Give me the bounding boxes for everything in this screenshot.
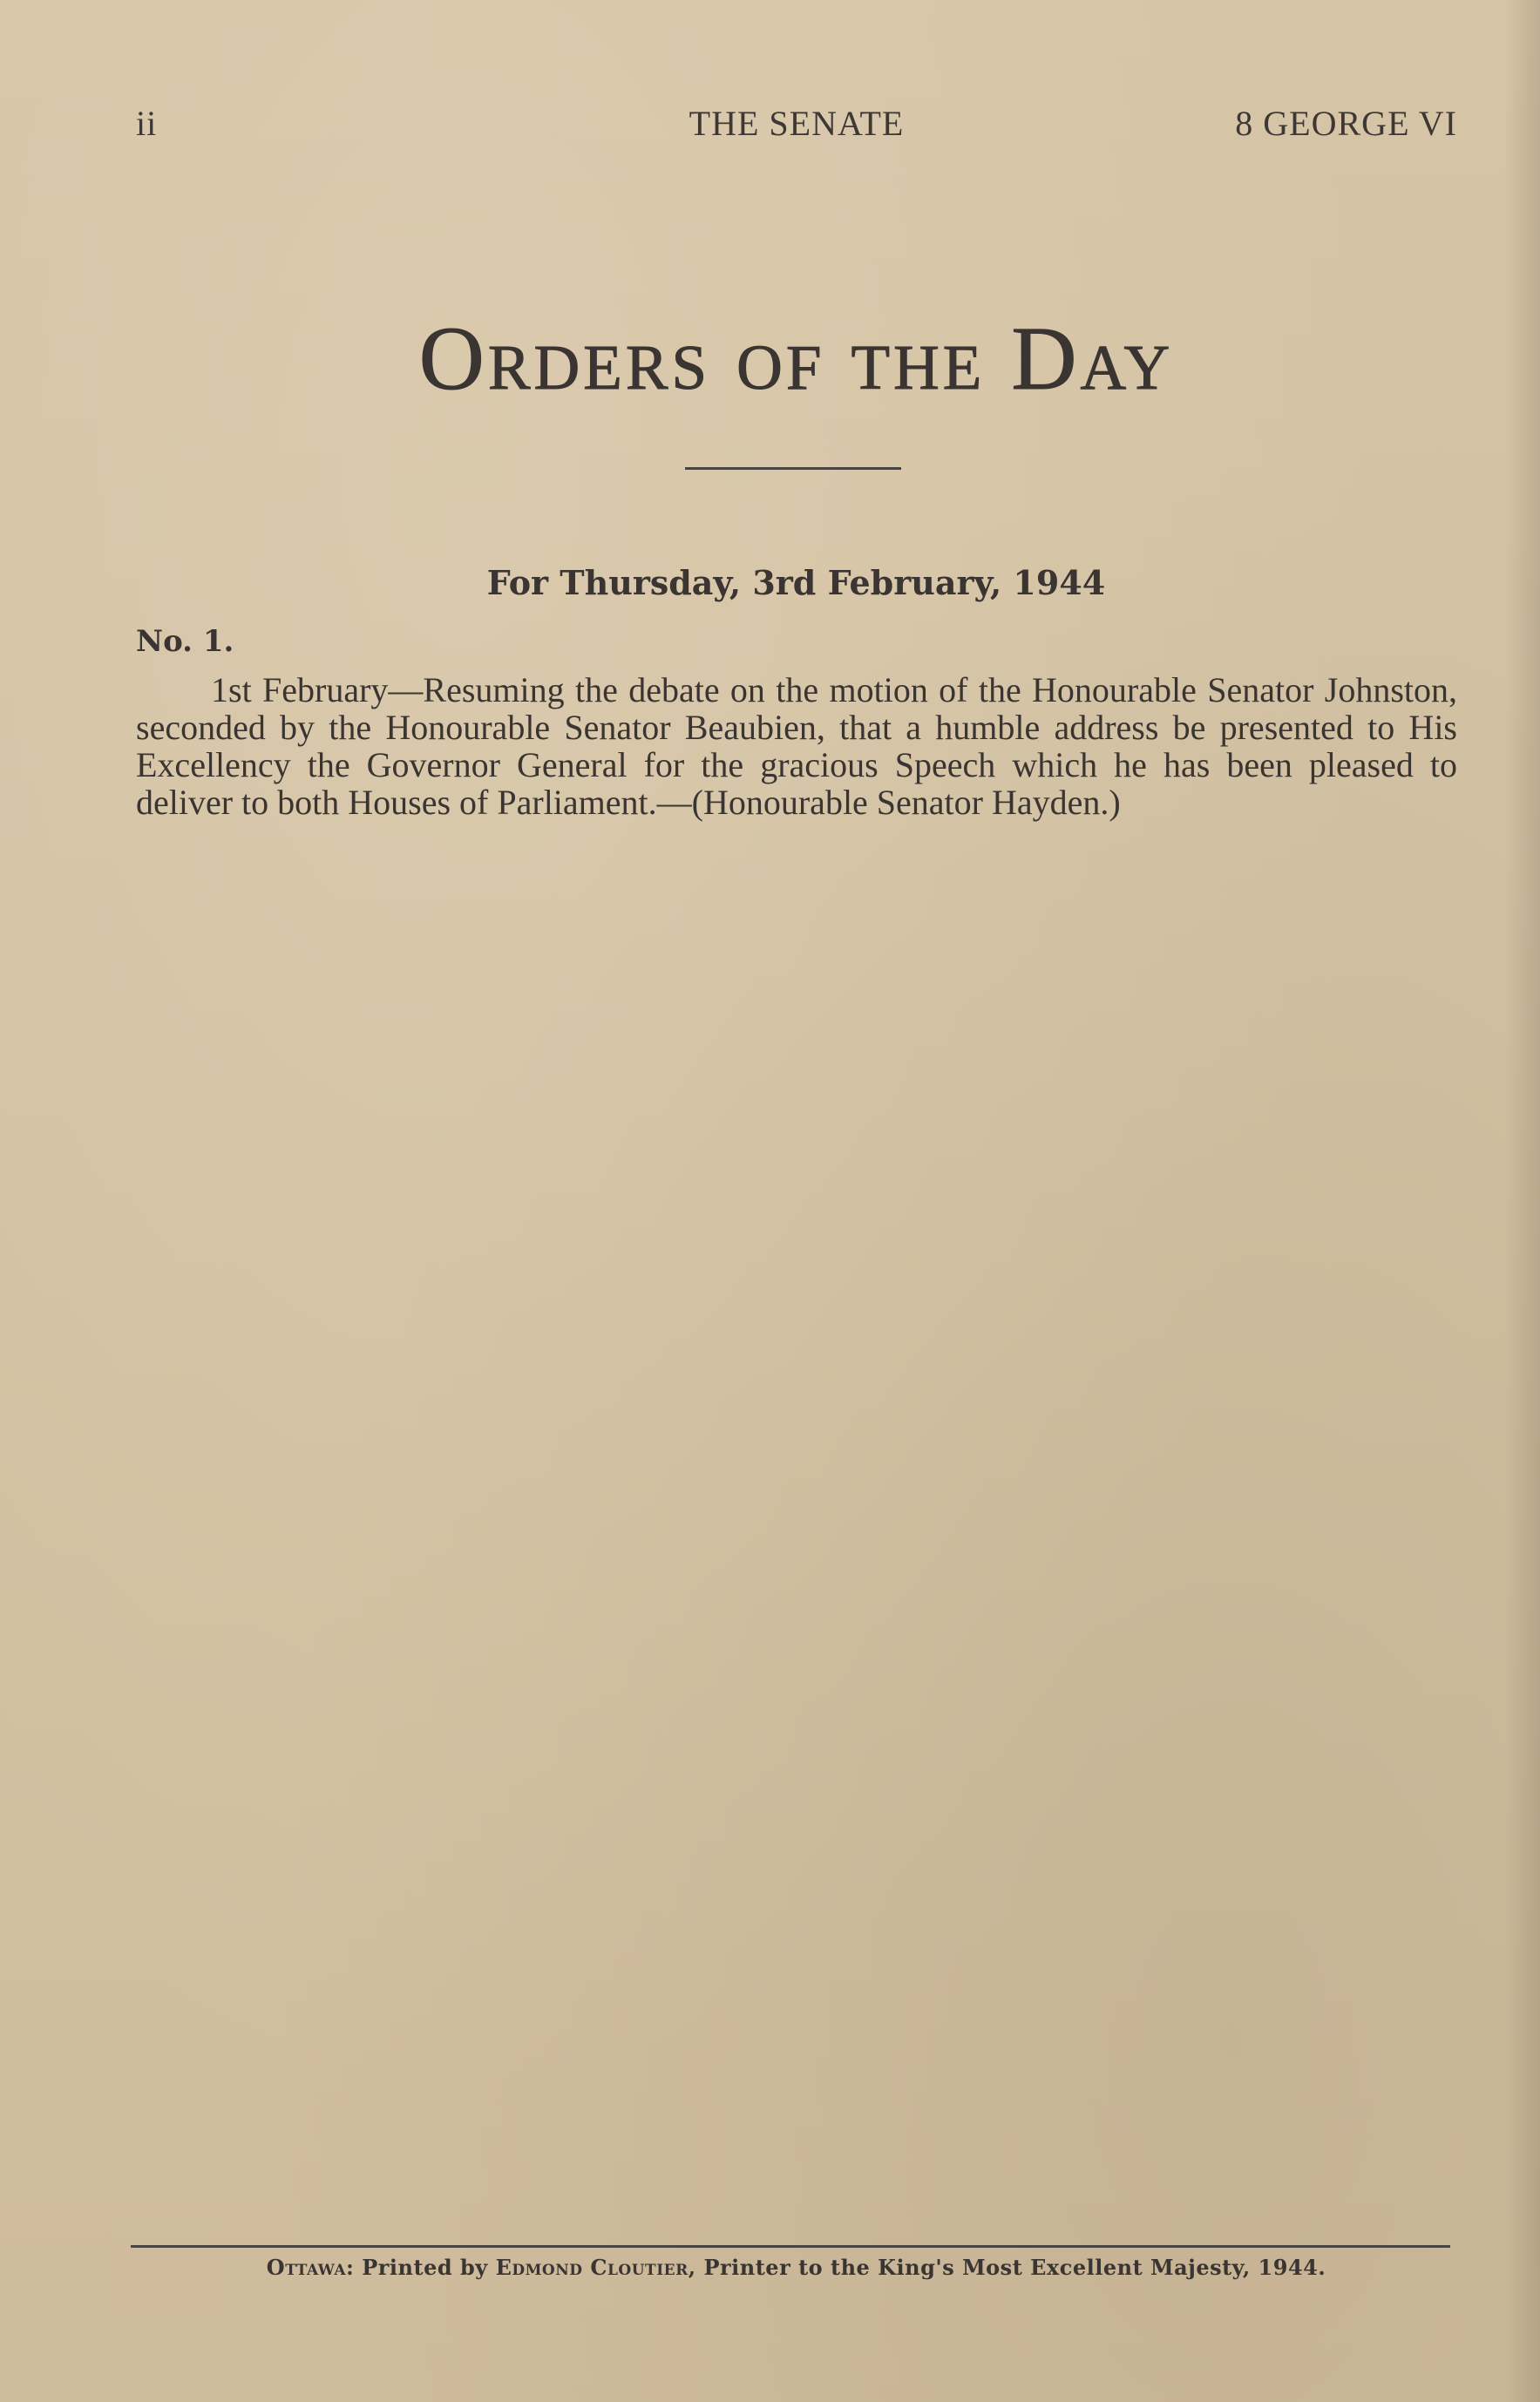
printer-imprint [0,2255,1540,2280]
order-number: No. 1. [136,624,234,659]
imprint-divider [131,2245,1450,2248]
page-title: Orders of the Day [418,309,1174,409]
order-text: 1st February—Resuming the debate on the motion of the Honourable Senator Johnston, seconded by the Honourable Senator Beaubien, that a humble address be presented to His Excellency the Governor General for the gracious Speech which he has been pleased to deliver to both Houses of Parliament.—(Honourable Senator Hayden.) [136,670,1457,822]
sitting-date: For Thursday, 3rd February, 1944 [486,563,1106,602]
title-divider [685,467,901,470]
regnal-year: 8 GEORGE VI [1235,104,1457,143]
page-number: ii [136,104,158,143]
imprint-printed-by: : Printed by [346,2255,496,2280]
running-head-title: THE SENATE [689,104,905,143]
imprint-place: Ottawa [266,2255,347,2280]
imprint-rest: , Printer to the King's Most Excellent Majesty, 1944. [688,2255,1326,2280]
running-head [136,103,1457,155]
imprint-printer-name: Edmond Cloutier [495,2255,689,2280]
